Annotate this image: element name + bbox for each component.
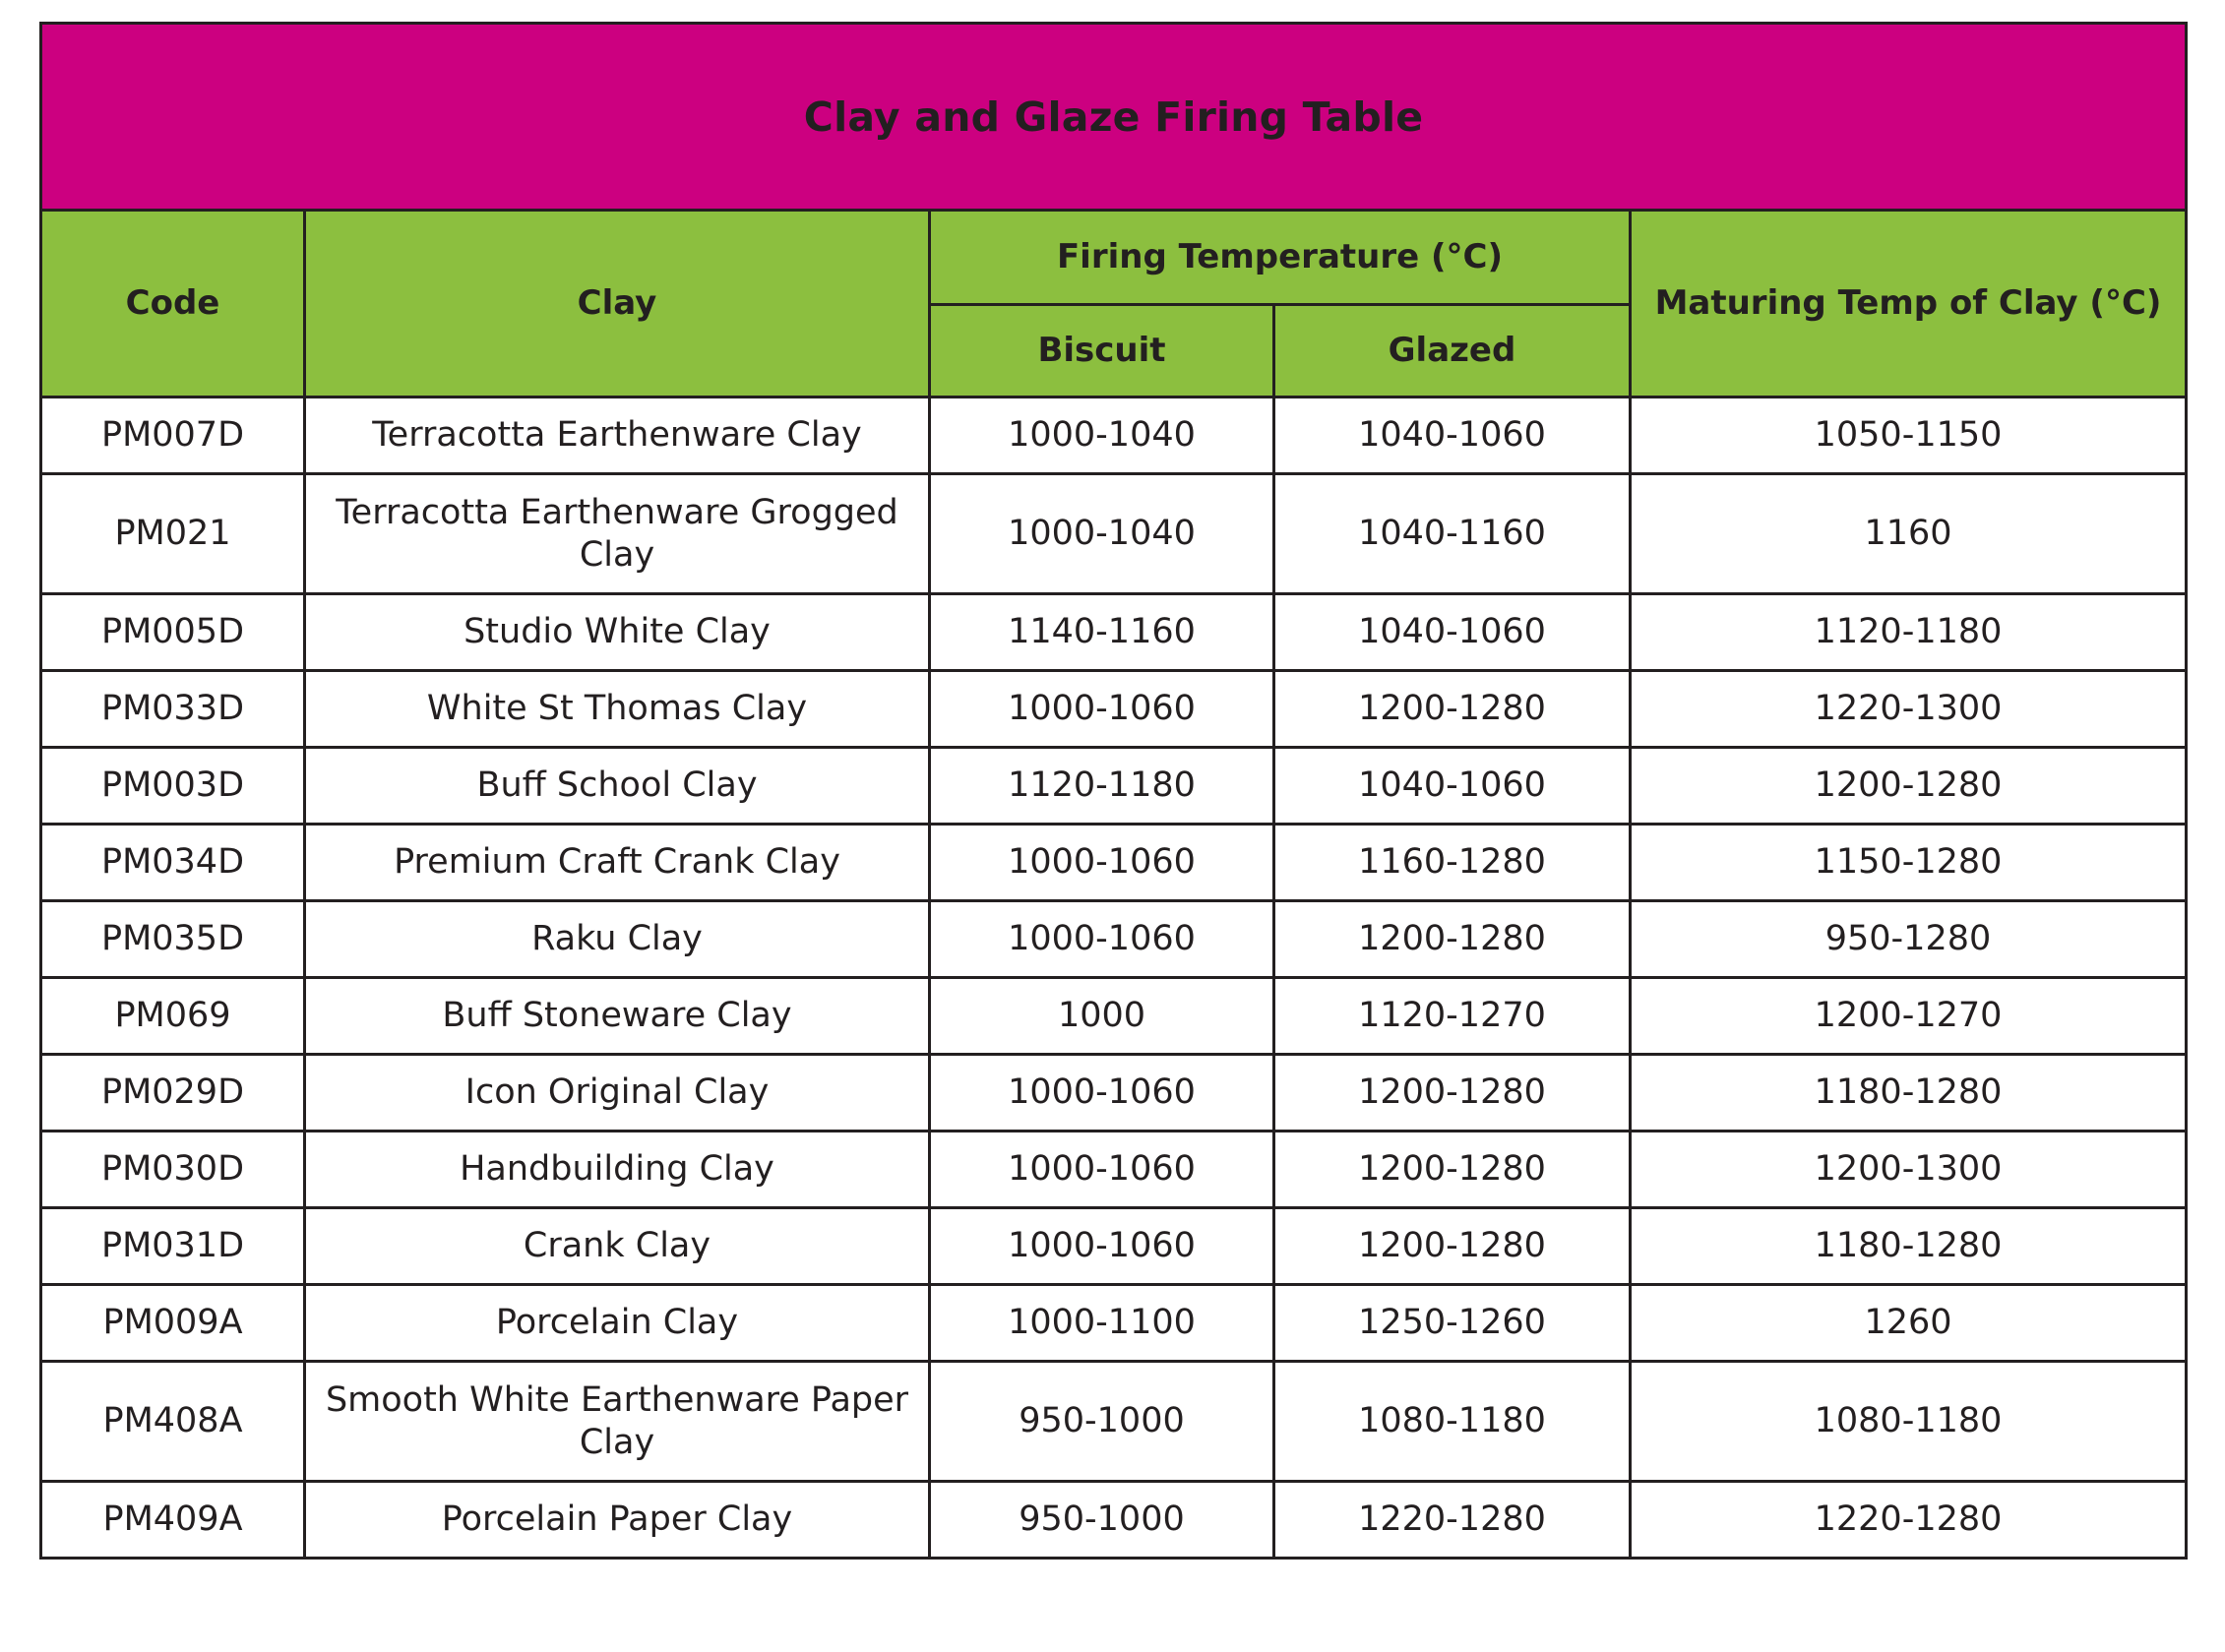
cell-clay: Crank Clay: [305, 1208, 930, 1285]
cell-maturing: 1200-1300: [1631, 1132, 2187, 1208]
cell-maturing: 1180-1280: [1631, 1208, 2187, 1285]
cell-code: PM021: [41, 474, 305, 594]
cell-maturing: 1050-1150: [1631, 398, 2187, 474]
cell-maturing: 1120-1180: [1631, 594, 2187, 671]
cell-clay: Studio White Clay: [305, 594, 930, 671]
table-row: [41, 594, 2187, 671]
cell-biscuit: 950-1000: [930, 1362, 1274, 1482]
cell-code: PM035D: [41, 901, 305, 978]
cell-biscuit: 1120-1180: [930, 748, 1274, 825]
cell-maturing: 1220-1280: [1631, 1482, 2187, 1559]
cell-code: PM005D: [41, 594, 305, 671]
cell-clay: Smooth White Earthenware Paper Clay: [305, 1362, 930, 1482]
cell-clay: Raku Clay: [305, 901, 930, 978]
cell-maturing: 1160: [1631, 474, 2187, 594]
cell-maturing: 1080-1180: [1631, 1362, 2187, 1482]
header-row-1: [41, 211, 2187, 305]
column-header-clay: Clay: [305, 211, 930, 398]
cell-code: PM033D: [41, 671, 305, 748]
cell-biscuit: 1140-1160: [930, 594, 1274, 671]
cell-code: PM409A: [41, 1482, 305, 1559]
cell-clay: Premium Craft Crank Clay: [305, 825, 930, 901]
table-body: [41, 398, 2187, 1559]
cell-clay: Porcelain Clay: [305, 1285, 930, 1362]
table-row: [41, 671, 2187, 748]
cell-glazed: 1200-1280: [1274, 1055, 1631, 1132]
column-header-firing-temperature: Firing Temperature (°C): [930, 211, 1631, 305]
cell-glazed: 1160-1280: [1274, 825, 1631, 901]
cell-biscuit: 1000-1040: [930, 474, 1274, 594]
cell-glazed: 1200-1280: [1274, 671, 1631, 748]
cell-clay: Terracotta Earthenware Grogged Clay: [305, 474, 930, 594]
cell-clay: White St Thomas Clay: [305, 671, 930, 748]
table-row: [41, 398, 2187, 474]
table-row: [41, 1362, 2187, 1482]
table-row: [41, 1285, 2187, 1362]
table-row: [41, 1132, 2187, 1208]
cell-maturing: 1200-1270: [1631, 978, 2187, 1055]
cell-maturing: 1180-1280: [1631, 1055, 2187, 1132]
table-header: [41, 24, 2187, 398]
cell-biscuit: 1000-1060: [930, 671, 1274, 748]
cell-glazed: 1080-1180: [1274, 1362, 1631, 1482]
column-header-biscuit: Biscuit: [930, 305, 1274, 398]
cell-glazed: 1040-1060: [1274, 398, 1631, 474]
cell-code: PM003D: [41, 748, 305, 825]
cell-code: PM031D: [41, 1208, 305, 1285]
cell-glazed: 1220-1280: [1274, 1482, 1631, 1559]
cell-biscuit: 950-1000: [930, 1482, 1274, 1559]
table-row: [41, 474, 2187, 594]
cell-maturing: 1200-1280: [1631, 748, 2187, 825]
table-row: [41, 748, 2187, 825]
cell-clay: Buff Stoneware Clay: [305, 978, 930, 1055]
cell-maturing: 1150-1280: [1631, 825, 2187, 901]
cell-biscuit: 1000-1060: [930, 1055, 1274, 1132]
cell-code: PM069: [41, 978, 305, 1055]
table-row: [41, 901, 2187, 978]
cell-glazed: 1120-1270: [1274, 978, 1631, 1055]
page-title: Clay and Glaze Firing Table: [41, 24, 2187, 211]
cell-code: PM009A: [41, 1285, 305, 1362]
column-header-maturing-temp: Maturing Temp of Clay (°C): [1631, 211, 2187, 398]
cell-glazed: 1200-1280: [1274, 901, 1631, 978]
cell-code: PM030D: [41, 1132, 305, 1208]
table-row: [41, 978, 2187, 1055]
table-row: [41, 1482, 2187, 1559]
cell-clay: Buff School Clay: [305, 748, 930, 825]
table-row: [41, 1055, 2187, 1132]
table-row: [41, 1208, 2187, 1285]
cell-glazed: 1200-1280: [1274, 1208, 1631, 1285]
cell-biscuit: 1000-1060: [930, 1208, 1274, 1285]
cell-code: PM034D: [41, 825, 305, 901]
cell-clay: Porcelain Paper Clay: [305, 1482, 930, 1559]
cell-maturing: 1220-1300: [1631, 671, 2187, 748]
cell-glazed: 1200-1280: [1274, 1132, 1631, 1208]
cell-biscuit: 1000-1060: [930, 901, 1274, 978]
cell-biscuit: 1000-1100: [930, 1285, 1274, 1362]
cell-clay: Handbuilding Clay: [305, 1132, 930, 1208]
cell-biscuit: 1000-1040: [930, 398, 1274, 474]
title-row: [41, 24, 2187, 211]
cell-biscuit: 1000-1060: [930, 1132, 1274, 1208]
table-row: [41, 825, 2187, 901]
clay-glaze-firing-table: [39, 22, 2188, 1560]
cell-biscuit: 1000: [930, 978, 1274, 1055]
cell-maturing: 1260: [1631, 1285, 2187, 1362]
cell-glazed: 1040-1060: [1274, 594, 1631, 671]
cell-code: PM007D: [41, 398, 305, 474]
cell-code: PM029D: [41, 1055, 305, 1132]
column-header-glazed: Glazed: [1274, 305, 1631, 398]
cell-biscuit: 1000-1060: [930, 825, 1274, 901]
cell-code: PM408A: [41, 1362, 305, 1482]
column-header-code: Code: [41, 211, 305, 398]
cell-clay: Icon Original Clay: [305, 1055, 930, 1132]
cell-clay: Terracotta Earthenware Clay: [305, 398, 930, 474]
cell-glazed: 1250-1260: [1274, 1285, 1631, 1362]
cell-glazed: 1040-1160: [1274, 474, 1631, 594]
cell-glazed: 1040-1060: [1274, 748, 1631, 825]
cell-maturing: 950-1280: [1631, 901, 2187, 978]
